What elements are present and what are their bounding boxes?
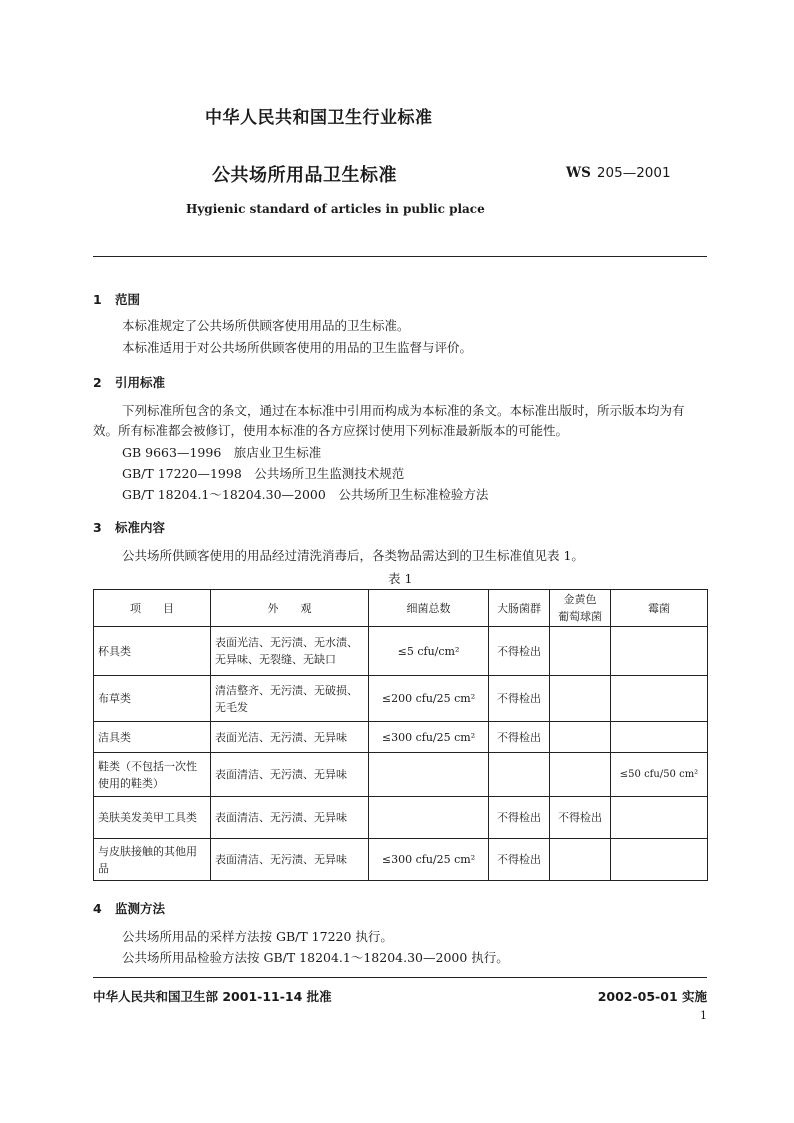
cell-item: 洁具类 (94, 722, 211, 753)
cell-appearance: 表面清洁、无污渍、无异味 (211, 797, 369, 839)
cell-coliform: 不得检出 (489, 722, 550, 753)
cell-appearance: 表面清洁、无污渍、无异味 (211, 753, 369, 797)
cell-appearance: 表面清洁、无污渍、无异味 (211, 839, 369, 881)
section-number: 3 (93, 520, 102, 535)
cell-staphylococcus (550, 753, 611, 797)
section-1-paragraph-1: 本标准规定了公共场所供顾客使用用品的卫生标准。 (122, 318, 410, 333)
reference-1: GB 9663—1996 旅店业卫生标准 (122, 445, 322, 460)
section-3-paragraph-1: 公共场所供顾客使用的用品经过清洗消毒后，各类物品需达到的卫生标准值见表 1。 (122, 548, 584, 563)
cell-staphylococcus: 不得检出 (550, 797, 611, 839)
section-title: 引用标准 (115, 375, 166, 390)
cell-coliform: 不得检出 (489, 797, 550, 839)
section-title: 监测方法 (115, 901, 166, 916)
column-header-staphylococcus-line-1: 金黄色 (563, 593, 597, 606)
table-header-row (94, 590, 708, 627)
column-header-staphylococcus (550, 590, 611, 627)
table-row (94, 627, 708, 676)
section-title: 标准内容 (115, 520, 166, 535)
table-row (94, 676, 708, 722)
cell-fungi (611, 627, 708, 676)
section-title: 范围 (115, 292, 141, 307)
cell-fungi (611, 797, 708, 839)
cell-coliform: 不得检出 (489, 627, 550, 676)
cell-coliform: 不得检出 (489, 839, 550, 881)
cell-item: 鞋类（不包括一次性使用的鞋类） (94, 753, 211, 797)
cell-fungi (611, 722, 708, 753)
section-4-paragraph-1: 公共场所用品的采样方法按 GB/T 17220 执行。 (122, 929, 393, 944)
section-4-heading (93, 899, 165, 917)
table-caption: 表 1 (388, 571, 413, 586)
cell-staphylococcus (550, 722, 611, 753)
cell-coliform (489, 753, 550, 797)
standard-code-number: 205—2001 (596, 165, 671, 181)
section-2-heading (93, 373, 165, 391)
hygiene-standard-table (93, 589, 708, 881)
column-header-item: 项 目 (94, 590, 211, 627)
cell-staphylococcus (550, 627, 611, 676)
standard-category: 中华人民共和国卫生行业标准 (205, 108, 433, 128)
cell-bacteria: ≤5 cfu/cm² (369, 627, 489, 676)
footer-divider (93, 977, 707, 978)
table-row (94, 797, 708, 839)
section-1-heading (93, 290, 140, 308)
implementation-date: 2002-05-01 实施 (597, 989, 707, 1004)
column-header-fungi: 霉菌 (611, 590, 708, 627)
standard-code (566, 165, 671, 181)
column-header-appearance: 外 观 (211, 590, 369, 627)
table-row (94, 722, 708, 753)
cell-fungi (611, 839, 708, 881)
reference-3: GB/T 18204.1～18204.30—2000 公共场所卫生标准检验方法 (122, 487, 489, 502)
cell-bacteria: ≤300 cfu/25 cm² (369, 722, 489, 753)
section-number: 1 (93, 292, 102, 307)
cell-staphylococcus (550, 839, 611, 881)
cell-item: 美肤美发美甲工具类 (94, 797, 211, 839)
document-title: 公共场所用品卫生标准 (212, 165, 397, 186)
table-row (94, 839, 708, 881)
column-header-coliform: 大肠菌群 (489, 590, 550, 627)
cell-appearance: 表面光洁、无污渍、无异味 (211, 722, 369, 753)
english-title: Hygienic standard of articles in public place (186, 202, 485, 216)
cell-bacteria (369, 797, 489, 839)
cell-staphylococcus (550, 676, 611, 722)
standard-code-prefix: WS (566, 165, 591, 181)
cell-item: 杯具类 (94, 627, 211, 676)
cell-appearance: 表面光洁、无污渍、无水渍、无异味、无裂缝、无缺口 (211, 627, 369, 676)
section-2-intro: 下列标准所包含的条文，通过在本标准中引用而构成为本标准的条文。本标准出版时，所示版本均为有效。所有标准都会被修订，使用本标准的各方应探讨使用下列标准最新版本的可能性。 (93, 403, 685, 438)
column-header-staphylococcus-line-2: 葡萄球菌 (558, 610, 602, 623)
cell-item: 与皮肤接触的其他用品 (94, 839, 211, 881)
cell-appearance: 清洁整齐、无污渍、无破损、无毛发 (211, 676, 369, 722)
approval-line: 中华人民共和国卫生部 2001-11-14 批准 (93, 989, 332, 1004)
header-divider (93, 256, 707, 257)
cell-fungi: ≤50 cfu/50 cm² (611, 753, 708, 797)
cell-item: 布草类 (94, 676, 211, 722)
cell-bacteria: ≤200 cfu/25 cm² (369, 676, 489, 722)
section-3-heading (93, 518, 165, 536)
cell-coliform: 不得检出 (489, 676, 550, 722)
cell-bacteria: ≤300 cfu/25 cm² (369, 839, 489, 881)
cell-bacteria (369, 753, 489, 797)
column-header-bacteria: 细菌总数 (369, 590, 489, 627)
cell-fungi (611, 676, 708, 722)
table-row (94, 753, 708, 797)
section-number: 2 (93, 375, 102, 390)
page-number: 1 (700, 1009, 707, 1022)
reference-2: GB/T 17220—1998 公共场所卫生监测技术规范 (122, 466, 405, 481)
section-4-paragraph-2: 公共场所用品检验方法按 GB/T 18204.1～18204.30—2000 执行。 (122, 950, 509, 965)
section-1-paragraph-2: 本标准适用于对公共场所供顾客使用的用品的卫生监督与评价。 (122, 340, 473, 355)
section-number: 4 (93, 901, 102, 916)
